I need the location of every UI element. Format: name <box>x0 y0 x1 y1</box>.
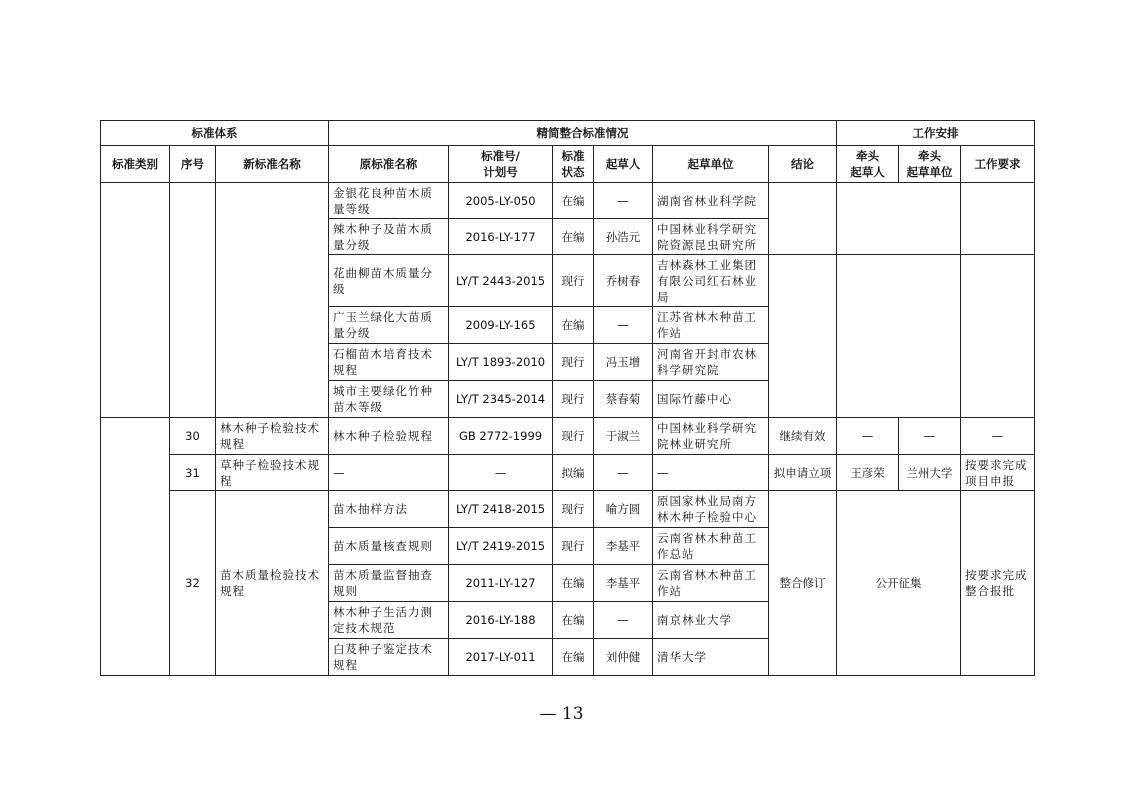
unit-cell: 清华大学 <box>653 639 769 676</box>
orig-name-cell: 花曲柳苗木质量分级 <box>329 255 449 307</box>
unit-cell: 中国林业科学研究院资源昆虫研究所 <box>653 219 769 255</box>
orig-name-cell: 广玉兰绿化大苗质量分级 <box>329 307 449 344</box>
std-no-cell: LY/T 2345-2014 <box>449 381 553 418</box>
std-no-cell: 2016-LY-177 <box>449 219 553 255</box>
standards-table <box>100 120 1035 676</box>
col-header-seq: 序号 <box>170 146 216 183</box>
orig-name-cell: 白芨种子鉴定技术规程 <box>329 639 449 676</box>
drafter-cell: 于淑兰 <box>594 418 653 455</box>
category-cell <box>101 418 170 676</box>
status-cell: 拟编 <box>553 455 594 491</box>
group-header-system: 标准体系 <box>101 121 329 146</box>
unit-cell: 云南省林木种苗工作总站 <box>653 528 769 565</box>
status-cell: 现行 <box>553 344 594 381</box>
std-no-cell: LY/T 2418-2015 <box>449 491 553 528</box>
orig-name-cell: 城市主要绿化竹种苗木等级 <box>329 381 449 418</box>
requirement-cell <box>961 183 1035 255</box>
orig-name-cell: 林木种子检验规程 <box>329 418 449 455</box>
status-cell: 在编 <box>553 565 594 602</box>
unit-cell: 江苏省林木种苗工作站 <box>653 307 769 344</box>
table-row <box>101 418 1035 455</box>
status-cell: 在编 <box>553 307 594 344</box>
category-cell <box>101 183 170 418</box>
status-cell: 在编 <box>553 219 594 255</box>
table-row <box>101 183 1035 219</box>
conclusion-cell: 整合修订 <box>769 491 837 676</box>
status-cell: 现行 <box>553 491 594 528</box>
unit-cell: 湖南省林业科学院 <box>653 183 769 219</box>
std-no-cell: 2017-LY-011 <box>449 639 553 676</box>
page-number: — 13 <box>539 704 584 724</box>
std-no-cell: LY/T 2443-2015 <box>449 255 553 307</box>
col-header-conclusion: 结论 <box>769 146 837 183</box>
orig-name-cell: 苗木质量监督抽查规则 <box>329 565 449 602</box>
group-header-work: 工作安排 <box>837 121 1035 146</box>
lead-unit-cell: — <box>899 418 961 455</box>
unit-cell: 南京林业大学 <box>653 602 769 639</box>
status-cell: 现行 <box>553 418 594 455</box>
status-cell: 在编 <box>553 602 594 639</box>
std-no-cell: LY/T 2419-2015 <box>449 528 553 565</box>
std-no-cell: — <box>449 455 553 491</box>
drafter-cell: 李基平 <box>594 565 653 602</box>
table-row <box>101 491 1035 528</box>
requirement-cell: 按要求完成整合报批 <box>961 491 1035 676</box>
lead-cell: 公开征集 <box>837 491 961 676</box>
std-no-cell: 2009-LY-165 <box>449 307 553 344</box>
drafter-cell: — <box>594 183 653 219</box>
unit-cell: 国际竹藤中心 <box>653 381 769 418</box>
requirement-cell <box>961 255 1035 418</box>
requirement-cell: 按要求完成项目申报 <box>961 455 1035 491</box>
std-no-cell: LY/T 1893-2010 <box>449 344 553 381</box>
orig-name-cell: 金银花良种苗木质量等级 <box>329 183 449 219</box>
drafter-cell: 喻方圆 <box>594 491 653 528</box>
seq-cell: 30 <box>170 418 216 455</box>
requirement-cell: — <box>961 418 1035 455</box>
conclusion-cell <box>769 183 837 255</box>
lead-drafter-cell: — <box>837 418 899 455</box>
col-header-new-name: 新标准名称 <box>216 146 329 183</box>
col-header-orig-name: 原标准名称 <box>329 146 449 183</box>
col-header-std-no: 标准号/ 计划号 <box>449 146 553 183</box>
group-header-merge: 精简整合标准情况 <box>329 121 837 146</box>
lead-drafter-cell: 王彦荣 <box>837 455 899 491</box>
drafter-cell: — <box>594 602 653 639</box>
lead-cell <box>837 183 961 255</box>
lead-unit-cell: 兰州大学 <box>899 455 961 491</box>
std-no-cell: 2005-LY-050 <box>449 183 553 219</box>
std-no-cell: GB 2772-1999 <box>449 418 553 455</box>
orig-name-cell: 辣木种子及苗木质量分级 <box>329 219 449 255</box>
conclusion-cell <box>769 255 837 418</box>
unit-cell: 原国家林业局南方林木种子检验中心 <box>653 491 769 528</box>
seq-cell <box>170 183 216 418</box>
status-cell: 在编 <box>553 183 594 219</box>
col-header-status: 标准 状态 <box>553 146 594 183</box>
std-no-cell: 2016-LY-188 <box>449 602 553 639</box>
drafter-cell: 冯玉增 <box>594 344 653 381</box>
drafter-cell: 孙浩元 <box>594 219 653 255</box>
col-header-category: 标准类别 <box>101 146 170 183</box>
col-header-unit: 起草单位 <box>653 146 769 183</box>
drafter-cell: — <box>594 307 653 344</box>
drafter-cell: — <box>594 455 653 491</box>
std-no-cell: 2011-LY-127 <box>449 565 553 602</box>
unit-cell: 吉林森林工业集团有限公司红石林业局 <box>653 255 769 307</box>
header-row-groups <box>101 121 1035 146</box>
drafter-cell: 蔡春菊 <box>594 381 653 418</box>
drafter-cell: 李基平 <box>594 528 653 565</box>
conclusion-cell: 继续有效 <box>769 418 837 455</box>
seq-cell: 31 <box>170 455 216 491</box>
new-name-cell: 草种子检验技术规程 <box>216 455 329 491</box>
unit-cell: 云南省林木种苗工作站 <box>653 565 769 602</box>
drafter-cell: 刘仲健 <box>594 639 653 676</box>
orig-name-cell: 林木种子生活力测定技术规范 <box>329 602 449 639</box>
status-cell: 现行 <box>553 381 594 418</box>
status-cell: 现行 <box>553 255 594 307</box>
unit-cell: 河南省开封市农林科学研究院 <box>653 344 769 381</box>
header-row-columns <box>101 146 1035 183</box>
unit-cell: — <box>653 455 769 491</box>
unit-cell: 中国林业科学研究院林业研究所 <box>653 418 769 455</box>
orig-name-cell: 苗木抽样方法 <box>329 491 449 528</box>
status-cell: 在编 <box>553 639 594 676</box>
new-name-cell: 林木种子检验技术规程 <box>216 418 329 455</box>
orig-name-cell: 石榴苗木培育技术规程 <box>329 344 449 381</box>
lead-cell <box>837 255 961 418</box>
col-header-requirement: 工作要求 <box>961 146 1035 183</box>
orig-name-cell: 苗木质量核查规则 <box>329 528 449 565</box>
table-row <box>101 455 1035 491</box>
conclusion-cell: 拟申请立项 <box>769 455 837 491</box>
status-cell: 现行 <box>553 528 594 565</box>
orig-name-cell: — <box>329 455 449 491</box>
seq-cell: 32 <box>170 491 216 676</box>
new-name-cell <box>216 183 329 418</box>
new-name-cell: 苗木质量检验技术规程 <box>216 491 329 676</box>
col-header-drafter: 起草人 <box>594 146 653 183</box>
col-header-lead-drafter: 牵头 起草人 <box>837 146 899 183</box>
col-header-lead-unit: 牵头 起草单位 <box>899 146 961 183</box>
drafter-cell: 乔树春 <box>594 255 653 307</box>
